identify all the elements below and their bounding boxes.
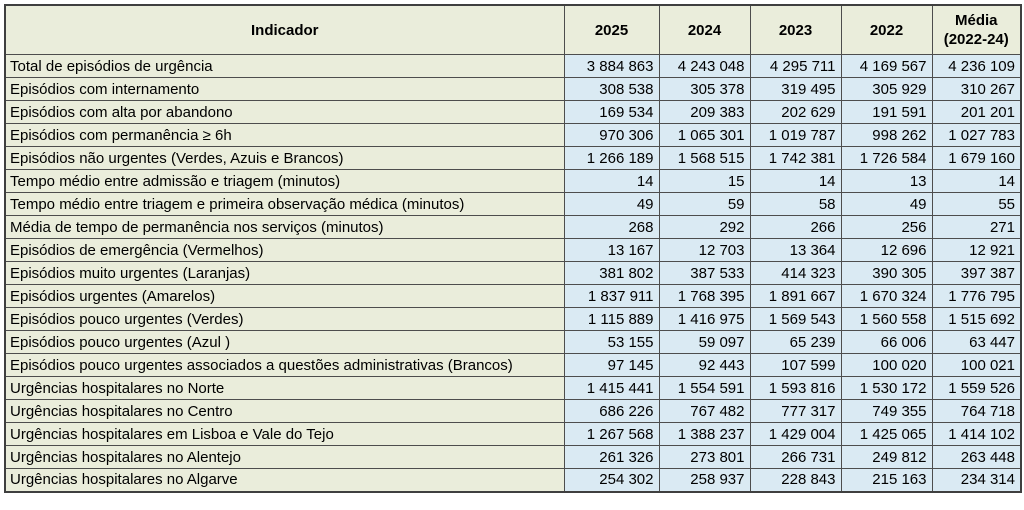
value-cell: 59 <box>659 193 750 216</box>
value-cell: 1 414 102 <box>932 423 1021 446</box>
value-cell: 12 703 <box>659 239 750 262</box>
table-row <box>5 446 1021 469</box>
value-cell: 1 530 172 <box>841 377 932 400</box>
indicator-cell: Episódios muito urgentes (Laranjas) <box>5 262 564 285</box>
value-cell: 191 591 <box>841 101 932 124</box>
value-cell: 271 <box>932 216 1021 239</box>
indicator-cell: Episódios com internamento <box>5 78 564 101</box>
value-cell: 266 731 <box>750 446 841 469</box>
column-header-2024-label: 2024 <box>687 21 722 39</box>
value-cell: 66 006 <box>841 331 932 354</box>
value-cell: 305 378 <box>659 78 750 101</box>
value-cell: 686 226 <box>564 400 659 423</box>
value-cell: 1 416 975 <box>659 308 750 331</box>
value-cell: 1 768 395 <box>659 285 750 308</box>
value-cell: 387 533 <box>659 262 750 285</box>
column-header-2023-label: 2023 <box>778 21 813 39</box>
value-cell: 49 <box>841 193 932 216</box>
indicator-cell: Episódios urgentes (Amarelos) <box>5 285 564 308</box>
value-cell: 169 534 <box>564 101 659 124</box>
value-cell: 92 443 <box>659 354 750 377</box>
column-header-2025 <box>564 5 659 55</box>
value-cell: 381 802 <box>564 262 659 285</box>
value-cell: 53 155 <box>564 331 659 354</box>
value-cell: 1 425 065 <box>841 423 932 446</box>
value-cell: 1 776 795 <box>932 285 1021 308</box>
value-cell: 263 448 <box>932 446 1021 469</box>
value-cell: 234 314 <box>932 469 1021 492</box>
column-header-2023 <box>750 5 841 55</box>
value-cell: 749 355 <box>841 400 932 423</box>
column-header-indicator-label: Indicador <box>250 21 319 39</box>
value-cell: 13 364 <box>750 239 841 262</box>
value-cell: 254 302 <box>564 469 659 492</box>
value-cell: 305 929 <box>841 78 932 101</box>
value-cell: 261 326 <box>564 446 659 469</box>
value-cell: 12 921 <box>932 239 1021 262</box>
value-cell: 209 383 <box>659 101 750 124</box>
column-header-2024 <box>659 5 750 55</box>
value-cell: 1 837 911 <box>564 285 659 308</box>
value-cell: 13 <box>841 170 932 193</box>
value-cell: 998 262 <box>841 124 932 147</box>
value-cell: 1 415 441 <box>564 377 659 400</box>
value-cell: 100 020 <box>841 354 932 377</box>
value-cell: 13 167 <box>564 239 659 262</box>
indicator-cell: Total de episódios de urgência <box>5 55 564 78</box>
table-header-row <box>5 5 1021 55</box>
value-cell: 1 742 381 <box>750 147 841 170</box>
value-cell: 310 267 <box>932 78 1021 101</box>
indicator-cell: Urgências hospitalares no Centro <box>5 400 564 423</box>
value-cell: 970 306 <box>564 124 659 147</box>
value-cell: 1 266 189 <box>564 147 659 170</box>
value-cell: 55 <box>932 193 1021 216</box>
value-cell: 4 243 048 <box>659 55 750 78</box>
table-row <box>5 400 1021 423</box>
column-header-2022 <box>841 5 932 55</box>
value-cell: 1 726 584 <box>841 147 932 170</box>
column-header-2022-label: 2022 <box>869 21 904 39</box>
value-cell: 59 097 <box>659 331 750 354</box>
value-cell: 4 236 109 <box>932 55 1021 78</box>
value-cell: 1 267 568 <box>564 423 659 446</box>
table-row <box>5 55 1021 78</box>
value-cell: 201 201 <box>932 101 1021 124</box>
value-cell: 1 027 783 <box>932 124 1021 147</box>
indicator-cell: Episódios não urgentes (Verdes, Azuis e Brancos) <box>5 147 564 170</box>
value-cell: 767 482 <box>659 400 750 423</box>
value-cell: 1 065 301 <box>659 124 750 147</box>
indicator-cell: Episódios pouco urgentes (Azul ) <box>5 331 564 354</box>
indicator-cell: Urgências hospitalares no Algarve <box>5 469 564 492</box>
indicator-cell: Média de tempo de permanência nos serviços (minutos) <box>5 216 564 239</box>
table-row <box>5 216 1021 239</box>
value-cell: 319 495 <box>750 78 841 101</box>
value-cell: 1 019 787 <box>750 124 841 147</box>
value-cell: 4 169 567 <box>841 55 932 78</box>
value-cell: 100 021 <box>932 354 1021 377</box>
value-cell: 58 <box>750 193 841 216</box>
value-cell: 777 317 <box>750 400 841 423</box>
indicator-cell: Tempo médio entre admissão e triagem (minutos) <box>5 170 564 193</box>
value-cell: 1 670 324 <box>841 285 932 308</box>
table-row <box>5 285 1021 308</box>
indicator-cell: Episódios com alta por abandono <box>5 101 564 124</box>
indicator-cell: Urgências hospitalares no Alentejo <box>5 446 564 469</box>
value-cell: 1 515 692 <box>932 308 1021 331</box>
indicator-cell: Episódios com permanência ≥ 6h <box>5 124 564 147</box>
column-header-media-2022-24 <box>932 5 1021 55</box>
value-cell: 1 388 237 <box>659 423 750 446</box>
table-row <box>5 239 1021 262</box>
indicator-cell: Episódios pouco urgentes associados a questões administrativas (Brancos) <box>5 354 564 377</box>
value-cell: 65 239 <box>750 331 841 354</box>
table-row <box>5 262 1021 285</box>
table-row <box>5 377 1021 400</box>
value-cell: 1 891 667 <box>750 285 841 308</box>
value-cell: 14 <box>564 170 659 193</box>
value-cell: 1 679 160 <box>932 147 1021 170</box>
indicators-table-container <box>4 4 1020 493</box>
value-cell: 15 <box>659 170 750 193</box>
value-cell: 764 718 <box>932 400 1021 423</box>
value-cell: 1 554 591 <box>659 377 750 400</box>
value-cell: 414 323 <box>750 262 841 285</box>
value-cell: 215 163 <box>841 469 932 492</box>
table-row <box>5 469 1021 492</box>
indicator-cell: Urgências hospitalares em Lisboa e Vale do Tejo <box>5 423 564 446</box>
value-cell: 258 937 <box>659 469 750 492</box>
table-row <box>5 124 1021 147</box>
value-cell: 256 <box>841 216 932 239</box>
table-row <box>5 308 1021 331</box>
value-cell: 1 559 526 <box>932 377 1021 400</box>
table-row <box>5 78 1021 101</box>
value-cell: 63 447 <box>932 331 1021 354</box>
value-cell: 107 599 <box>750 354 841 377</box>
column-header-indicator <box>5 5 564 55</box>
value-cell: 266 <box>750 216 841 239</box>
table-row <box>5 170 1021 193</box>
indicators-table <box>4 4 1022 493</box>
column-header-media-sublabel: (2022-24) <box>943 31 1009 48</box>
value-cell: 397 387 <box>932 262 1021 285</box>
value-cell: 49 <box>564 193 659 216</box>
value-cell: 14 <box>932 170 1021 193</box>
value-cell: 390 305 <box>841 262 932 285</box>
indicator-cell: Tempo médio entre triagem e primeira observação médica (minutos) <box>5 193 564 216</box>
column-header-media-label: Média <box>954 12 998 29</box>
value-cell: 97 145 <box>564 354 659 377</box>
value-cell: 249 812 <box>841 446 932 469</box>
indicator-cell: Episódios de emergência (Vermelhos) <box>5 239 564 262</box>
value-cell: 1 560 558 <box>841 308 932 331</box>
value-cell: 268 <box>564 216 659 239</box>
table-row <box>5 354 1021 377</box>
value-cell: 1 115 889 <box>564 308 659 331</box>
table-row <box>5 101 1021 124</box>
table-row <box>5 423 1021 446</box>
value-cell: 273 801 <box>659 446 750 469</box>
value-cell: 4 295 711 <box>750 55 841 78</box>
column-header-2025-label: 2025 <box>594 21 629 39</box>
value-cell: 1 568 515 <box>659 147 750 170</box>
indicator-cell: Episódios pouco urgentes (Verdes) <box>5 308 564 331</box>
indicator-cell: Urgências hospitalares no Norte <box>5 377 564 400</box>
value-cell: 1 429 004 <box>750 423 841 446</box>
table-row <box>5 147 1021 170</box>
table-body <box>5 55 1021 492</box>
value-cell: 14 <box>750 170 841 193</box>
value-cell: 1 569 543 <box>750 308 841 331</box>
value-cell: 12 696 <box>841 239 932 262</box>
value-cell: 202 629 <box>750 101 841 124</box>
value-cell: 3 884 863 <box>564 55 659 78</box>
table-row <box>5 193 1021 216</box>
value-cell: 292 <box>659 216 750 239</box>
value-cell: 1 593 816 <box>750 377 841 400</box>
value-cell: 308 538 <box>564 78 659 101</box>
value-cell: 228 843 <box>750 469 841 492</box>
table-row <box>5 331 1021 354</box>
